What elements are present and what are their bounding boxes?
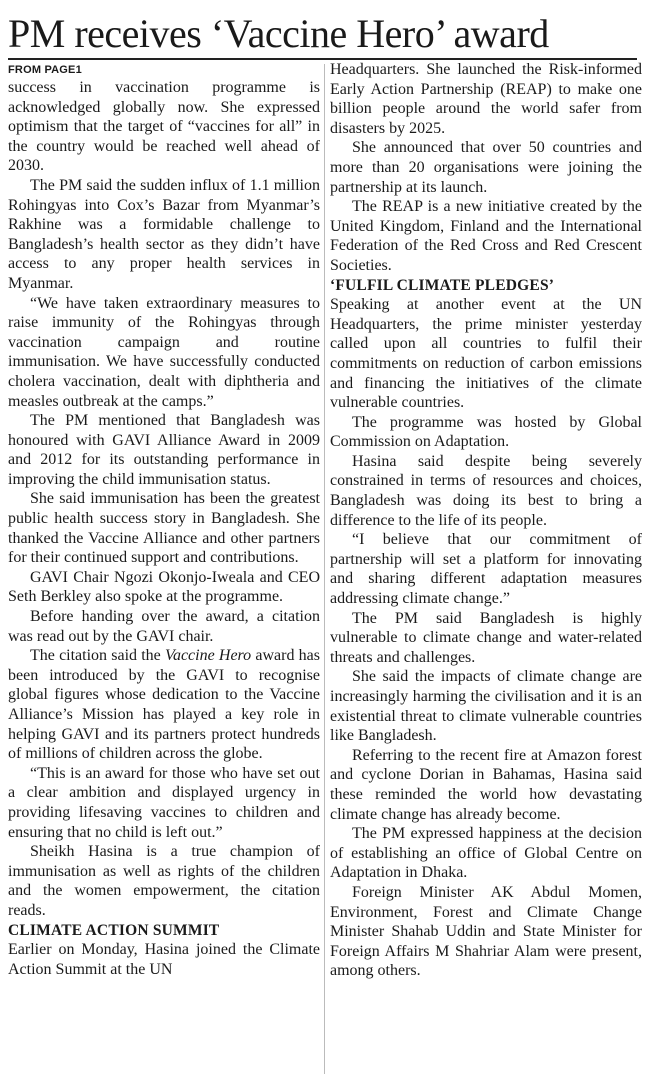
paragraph-text: award has been introduced by the GAVI to recognise global figures whose dedication to the Vaccine Alliance’s Mission has played a key role in helping GAVI and its partners protect hundreds of millions of children across the globe. [8, 647, 320, 763]
paragraph: The PM expressed happiness at the decision of establishing an office of Global Centre on Adaptation in Dhaka. [330, 825, 642, 882]
subheading-climate-action-summit: CLIMATE ACTION SUMMIT [8, 921, 220, 939]
page-jump-kicker: FROM PAGE1 [8, 64, 82, 76]
subheading-fulfil-climate-pledges: ‘FULFIL CLIMATE PLEDGES’ [330, 276, 555, 294]
column-divider [324, 64, 325, 1074]
paragraph: GAVI Chair Ngozi Okonjo-Iweala and CEO Seth Berkley also spoke at the programme. [8, 568, 320, 606]
paragraph: Headquarters. She launched the Risk-informed Early Action Partnership (REAP) to make one billion people around the world safer from disasters by 2025. [330, 61, 642, 137]
paragraph: The programme was hosted by Global Commission on Adaptation. [330, 413, 642, 451]
paragraph-text: The citation said the [30, 647, 165, 665]
paragraph: “This is an award for those who have set out a clear ambition and displayed urgency in providing lifesaving vaccines to children and ensuring that no child is left out.” [8, 764, 320, 841]
right-column [330, 60, 642, 981]
award-name: Vaccine Hero [164, 647, 252, 665]
paragraph: Before handing over the award, a citation was read out by the GAVI chair. [8, 608, 320, 645]
paragraph: The PM said the sudden influx of 1.1 million Rohingyas into Cox’s Bazar from Myanmar’s Rakhine was a formidable challenge to Bangladesh’s health sector as they didn’t have access to any proper health services in Myanmar. [8, 176, 320, 292]
paragraph: The PM mentioned that Bangladesh was honoured with GAVI Alliance Award in 2009 and 2012 for its outstanding performance in improving the child immunisation status. [8, 412, 320, 488]
paragraph: The REAP is a new initiative created by the United Kingdom, Finland and the International Federation of the Red Cross and Red Crescent Societies. [330, 198, 642, 274]
paragraph: Speaking at another event at the UN Headquarters, the prime minister yesterday called upon all countries to fulfil their commitments on reduction of carbon emissions and financing the initiatives of the climate vulnerable countries. [330, 296, 642, 412]
paragraph: She announced that over 50 countries and more than 20 organisations were joining the partnership at its launch. [330, 139, 642, 196]
paragraph: “We have taken extraordinary measures to raise immunity of the Rohingyas through vaccination campaign and routine immunisation. We have successfully conducted cholera vaccination, dealt with diphtheria and measles outbreak at the camps.” [8, 294, 320, 410]
paragraph-citation [8, 646, 320, 764]
paragraph: Earlier on Monday, Hasina joined the Climate Action Summit at the UN [8, 941, 320, 978]
paragraph: Hasina said despite being severely constrained in terms of resources and choices, Bangladesh was doing its best to bring a difference to the life of its people. [330, 452, 642, 529]
paragraph: success in vaccination programme is acknowledged globally now. She expressed optimism that the target of “vaccines for all” in the country would be reached well ahead of 2030. [8, 79, 320, 175]
paragraph: The PM said Bangladesh is highly vulnerable to climate change and water-related threats and challenges. [330, 609, 642, 666]
paragraph: “I believe that our commitment of partnership will set a platform for innovating and sharing different adaptation measures addressing climate change.” [330, 531, 642, 608]
paragraph: She said the impacts of climate change are increasingly harming the civilisation and it is an existential threat to climate vulnerable countries like Bangladesh. [330, 668, 642, 745]
paragraph: Sheikh Hasina is a true champion of immunisation as well as rights of the children and the women empowerment, the citation reads. [8, 843, 320, 919]
paragraph: She said immunisation has been the greatest public health success story in Bangladesh. She thanked the Vaccine Alliance and other partners for their continued support and contributions. [8, 490, 320, 567]
headline: PM receives ‘Vaccine Hero’ award [8, 11, 549, 56]
left-column [8, 60, 320, 979]
paragraph: Foreign Minister AK Abdul Momen, Environment, Forest and Climate Change Minister Shahab Uddin and State Minister for Foreign Affairs M Shahriar Alam were present, among others. [330, 883, 642, 980]
paragraph: Referring to the recent fire at Amazon forest and cyclone Dorian in Bahamas, Hasina said these reminded the world how devastating climate change has already become. [330, 746, 642, 823]
